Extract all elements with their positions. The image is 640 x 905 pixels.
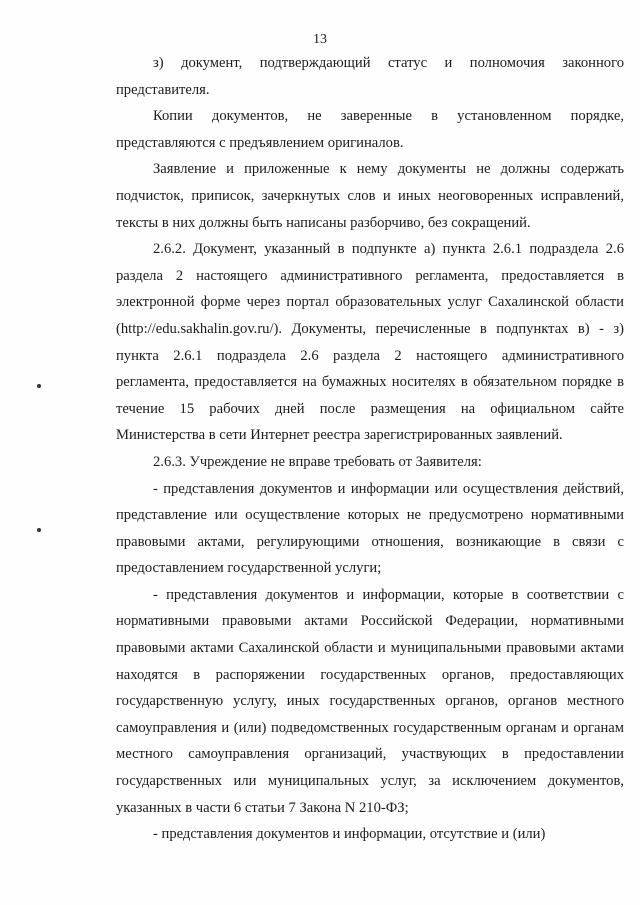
scan-speck bbox=[37, 384, 41, 388]
page-number: 13 bbox=[313, 32, 327, 47]
scan-speck bbox=[37, 528, 41, 532]
paragraph-2-6-3: 2.6.3. Учреждение не вправе требовать от Заявителя: bbox=[153, 453, 482, 470]
document-body bbox=[116, 50, 624, 848]
list-item-documents: - представления документов и информации, которые в соответствии с нормативными правовыми актами Российской Федерации, нормативными правовыми актами Сахалинской области и муниципальными правовыми актами находятся в распоряжении государственных органов, предоставляющих государственную услугу, иных государственных органов, органов местного самоуправления и (или) подведомственных государственным органам и органам местного самоуправления организаций, участвующих в предоставлении государственных или муниципальных услуг, за исключением документов, указанных в части 6 статьи 7 Закона N 210-ФЗ; bbox=[116, 586, 624, 816]
paragraph-z: з) документ, подтверждающий статус и полномочия законного представителя. bbox=[116, 55, 624, 98]
list-item-actions: - представления документов и информации или осуществления действий, представление или осуществление которых не предусмотрено нормативными правовыми актами, регулирующими отношения, возникающие в связи с предоставлением государственной услуги; bbox=[116, 480, 624, 577]
paragraph-2-6-2: 2.6.2. Документ, указанный в подпункте а) пункта 2.6.1 подраздела 2.6 раздела 2 настоящего административного регламента, предоставляется в электронной форме через портал образовательных услуг Сахалинской области (http://edu.sakhalin.gov.ru/). Документы, перечисленные в подпунктах в) - з) пункта 2.6.1 подраздела 2.6 раздела 2 настоящего административного регламента, предоставляется на бумажных носителях в обязательном порядке в течение 15 рабочих дней после размещения на официальном сайте Министерства в сети Интернет реестра зарегистрированных заявлений. bbox=[116, 241, 624, 444]
paragraph-application-requirements: Заявление и приложенные к нему документы не должны содержать подчисток, приписок, зачеркнутых слов и иных неоговоренных исправлений, тексты в них должны быть написаны разборчиво, без сокращений. bbox=[116, 161, 624, 231]
paragraph-copies: Копии документов, не заверенные в установленном порядке, представляются с предъявлением оригиналов. bbox=[116, 108, 624, 151]
list-item-absence: - представления документов и информации, отсутствие и (или) bbox=[153, 826, 546, 843]
